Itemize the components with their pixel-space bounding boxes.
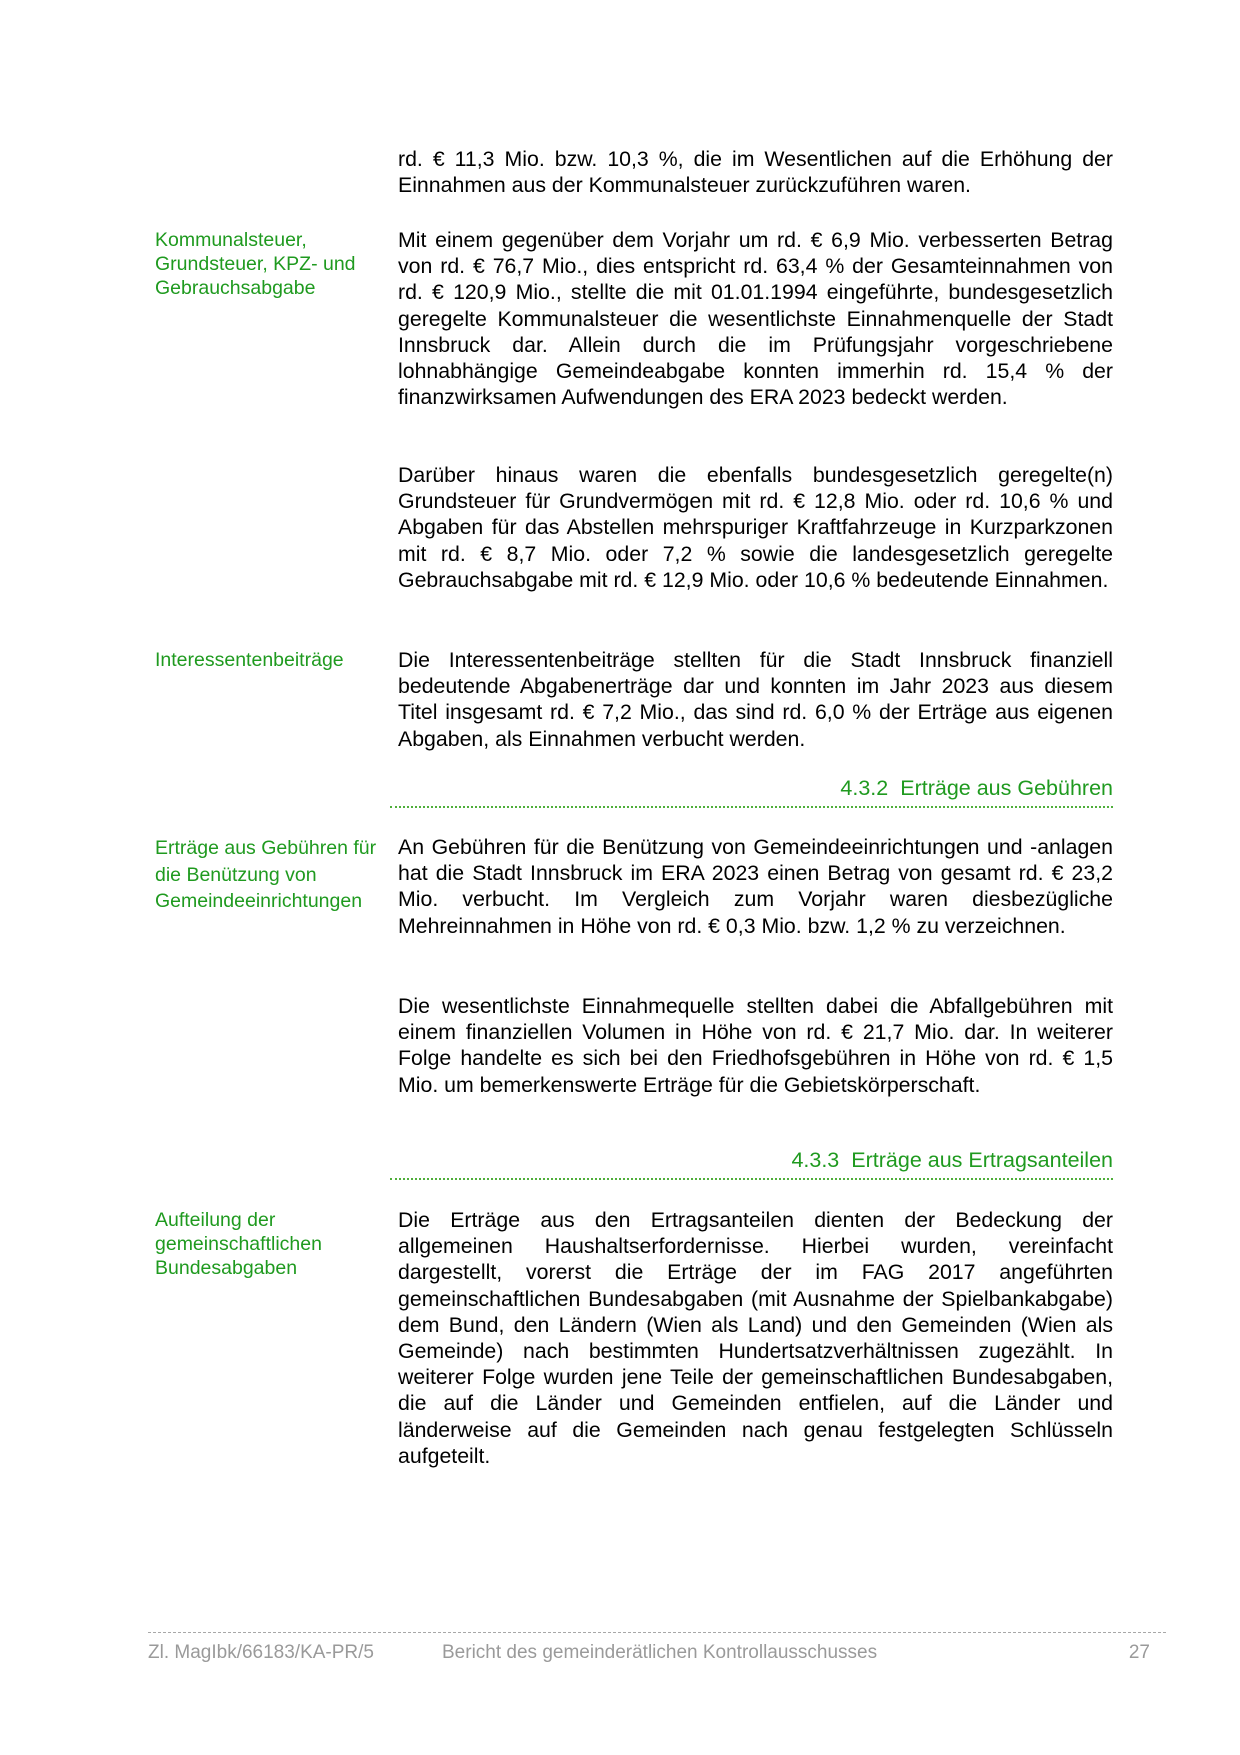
body-paragraph xyxy=(398,834,1113,939)
paragraph-kommunalsteuer: Mit einem gegenüber dem Vorjahr um rd. € 6,9 Mio. verbesserten Betrag von rd. € 76,7 Mio., dies entspricht rd. 63,4 % der Gesamteinnahmen von rd. € 120,9 Mio., stellte die mit 01.01.1994 eingeführte, bundesgesetzlich geregelte Kommunalsteuer die wesentlichste Einnahmenquelle der Stadt Innsbruck dar. Allein durch die im Prüfungsjahr vorgeschriebene lohnabhängige Gemeindeabgabe konnten immerhin rd. 15,4 % der finanzwirksamen Aufwendungen des ERA 2023 bedeckt werden. xyxy=(398,228,1113,410)
section-number: 4.3.3 xyxy=(791,1148,840,1172)
section-number: 4.3.2 xyxy=(840,776,889,800)
footer-title: Bericht des gemeinderätlichen Kontrollausschusses xyxy=(442,1642,878,1663)
paragraph-interessentenbeitraege: Die Interessentenbeiträge stellten für die Stadt Innsbruck finanziell bedeutende Abgabenerträge dar und konnten im Jahr 2023 aus diesem Titel insgesamt rd. € 7,2 Mio., das sind rd. 6,0 % der Erträge aus eigenen Abgaben, als Einnahmen verbucht werden. xyxy=(398,648,1113,751)
section-heading-4-3-3 xyxy=(390,1146,1113,1180)
section-title: Erträge aus Gebühren xyxy=(900,776,1113,800)
page-number: 27 xyxy=(1128,1642,1150,1663)
body-paragraph xyxy=(398,647,1113,752)
body-paragraph xyxy=(398,146,1113,198)
body-paragraph xyxy=(398,1207,1113,1469)
side-note-gebuehren: Erträge aus Gebühren für die Benützung von Gemeindeeinrichtungen xyxy=(155,837,377,912)
paragraph-gebuehren: An Gebühren für die Benützung von Gemeindeeinrichtungen und -anlagen hat die Stadt Innsbruck im ERA 2023 einen Betrag von gesamt rd. € 23,2 Mio. verbucht. Im Vergleich zum Vorjahr waren diesbezügliche Mehreinnahmen in Höhe von rd. € 0,3 Mio. bzw. 1,2 % zu verzeichnen. xyxy=(398,835,1113,938)
paragraph-abfallgebuehren: Die wesentlichste Einnahmequelle stellten dabei die Abfallgebühren mit einem finanziellen Volumen in Höhe von rd. € 21,7 Mio. dar. In weiterer Folge handelte es sich bei den Friedhofsgebühren in Höhe von rd. € 1,5 Mio. um bemerkenswerte Erträge für die Gebietskörperschaft. xyxy=(398,994,1113,1097)
body-paragraph xyxy=(398,993,1113,1098)
paragraph-continuation: rd. € 11,3 Mio. bzw. 10,3 %, die im Wesentlichen auf die Erhöhung der Einnahmen aus der Kommunalsteuer zurückzuführen waren. xyxy=(398,147,1113,198)
side-note-kommunalsteuer: Kommunalsteuer, Grundsteuer, KPZ- und Gebrauchsabgabe xyxy=(155,229,356,299)
body-paragraph xyxy=(398,227,1113,410)
paragraph-grundsteuer: Darüber hinaus waren die ebenfalls bundesgesetzlich geregelte(n) Grundsteuer für Grundvermögen mit rd. € 12,8 Mio. oder rd. 10,6 % und Abgaben für das Abstellen mehrspuriger Kraftfahrzeuge in Kurzparkzonen mit rd. € 8,7 Mio. oder 7,2 % sowie die landesgesetzlich geregelte Gebrauchsabgabe mit rd. € 12,9 Mio. oder 10,6 % bedeutende Einnahmen. xyxy=(398,463,1113,592)
footer-divider xyxy=(148,1632,1166,1633)
body-paragraph xyxy=(398,462,1113,593)
section-title: Erträge aus Ertragsanteilen xyxy=(851,1148,1113,1172)
side-note-aufteilung: Aufteilung der gemeinschaftlichen Bundesabgaben xyxy=(155,1209,322,1279)
footer-reference: Zl. MagIbk/66183/KA-PR/5 xyxy=(148,1642,374,1663)
side-note-interessentenbeitraege: Interessentenbeiträge xyxy=(155,649,344,671)
section-heading-4-3-2 xyxy=(390,774,1113,808)
paragraph-ertragsanteile: Die Erträge aus den Ertragsanteilen dienten der Bedeckung der allgemeinen Haushaltserfordernisse. Hierbei wurden, vereinfacht dargestellt, vorerst die Erträge der im FAG 2017 angeführten gemeinschaftlichen Bundesabgaben (mit Ausnahme der Spielbankabgabe) dem Bund, den Ländern (Wien als Land) und den Gemeinden (Wien als Gemeinde) nach bestimmten Hundertsatzverhältnissen zugezählt. In weiterer Folge wurden jene Teile der gemeinschaftlichen Bundesabgaben, die auf die Länder und Gemeinden entfielen, auf die Länder und länderweise auf die Gemeinden nach genau festgelegten Schlüsseln aufgeteilt. xyxy=(398,1208,1113,1468)
